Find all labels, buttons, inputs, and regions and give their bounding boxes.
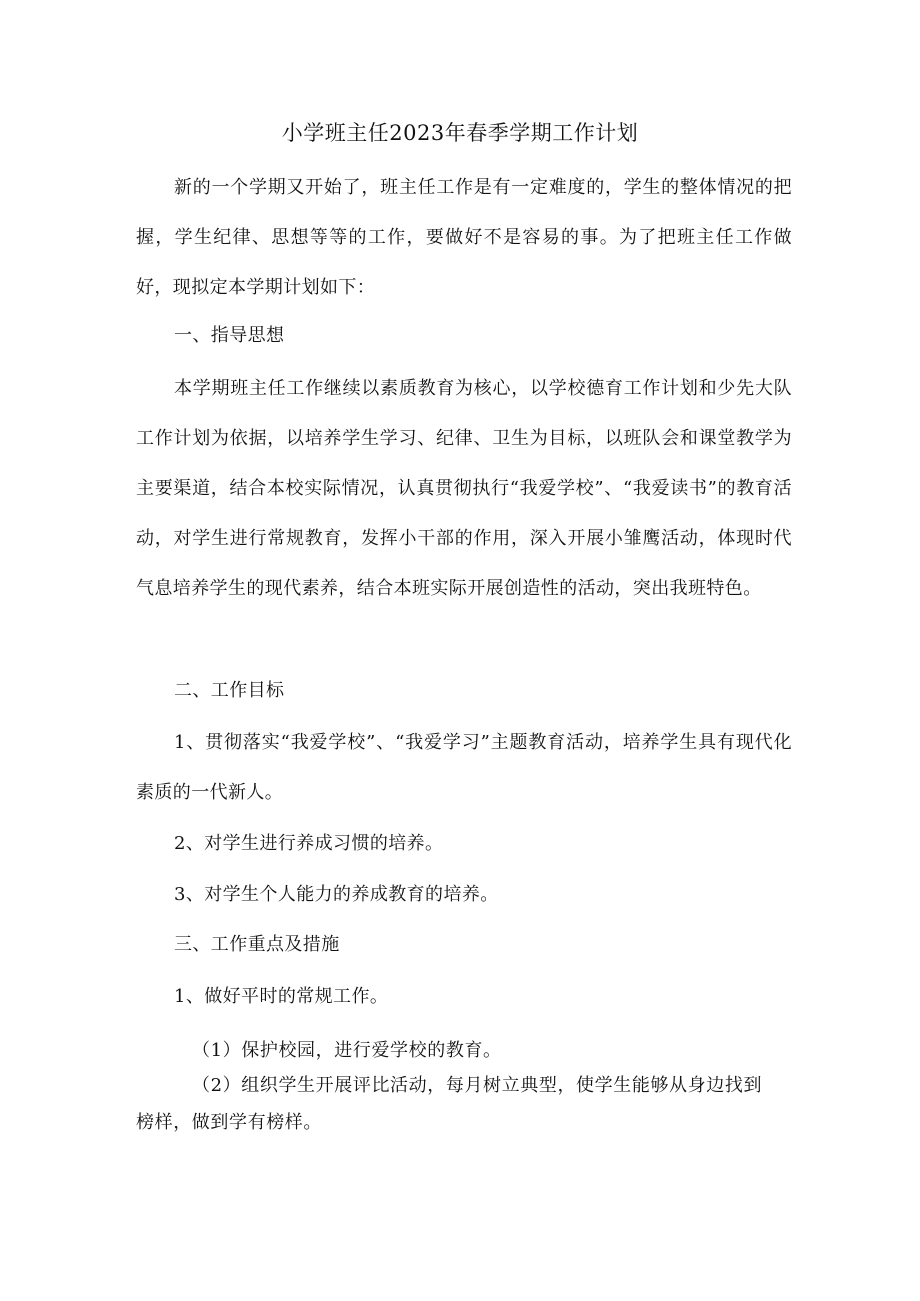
intro-paragraph: 新的一个学期又开始了，班主任工作是有一定难度的，学生的整体情况的把握，学生纪律、思想等等的工作，要做好不是容易的事。为了把班主任工作做好，现拟定本学期计划如下： bbox=[136, 177, 792, 298]
section-heading-work-goals: 二、工作目标 bbox=[174, 680, 285, 701]
goal-item-2: 2、对学生进行养成习惯的培养。 bbox=[174, 833, 444, 854]
guiding-thought-paragraph: 本学期班主任工作继续以素质教育为核心，以学校德育工作计划和少先大队工作计划为依据，以培养学生学习、纪律、卫生为目标，以班队会和课堂教学为主要渠道，结合本校实际情况，认真贯彻执行“我爱学校”、“我爱读书”的教育活动，对学生进行常规教育，发挥小干部的作用，深入开展小雏鹰活动，体现时代气息培养学生的现代素养，结合本班实际开展创造性的活动，突出我班特色。 bbox=[136, 378, 792, 599]
section-heading-guiding-thought: 一、指导思想 bbox=[174, 325, 285, 346]
section-heading-key-measures: 三、工作重点及措施 bbox=[174, 934, 340, 955]
measure-item-1: 1、做好平时的常规工作。 bbox=[174, 986, 389, 1007]
goal-item-3: 3、对学生个人能力的养成教育的培养。 bbox=[174, 884, 499, 905]
goal-item-1: 1、贯彻落实“我爱学校”、“我爱学习”主题教育活动，培养学生具有现代化素质的一代新人。 bbox=[136, 732, 792, 803]
measure-subitem-2: （2）组织学生开展评比活动，每月树立典型，使学生能够从身边找到榜样，做到学有榜样。 bbox=[136, 1075, 763, 1133]
measure-subitem-1: （1）保护校园，进行爱学校的教育。 bbox=[192, 1040, 502, 1061]
document-title: 小学班主任2023年春季学期工作计划 bbox=[281, 121, 639, 145]
